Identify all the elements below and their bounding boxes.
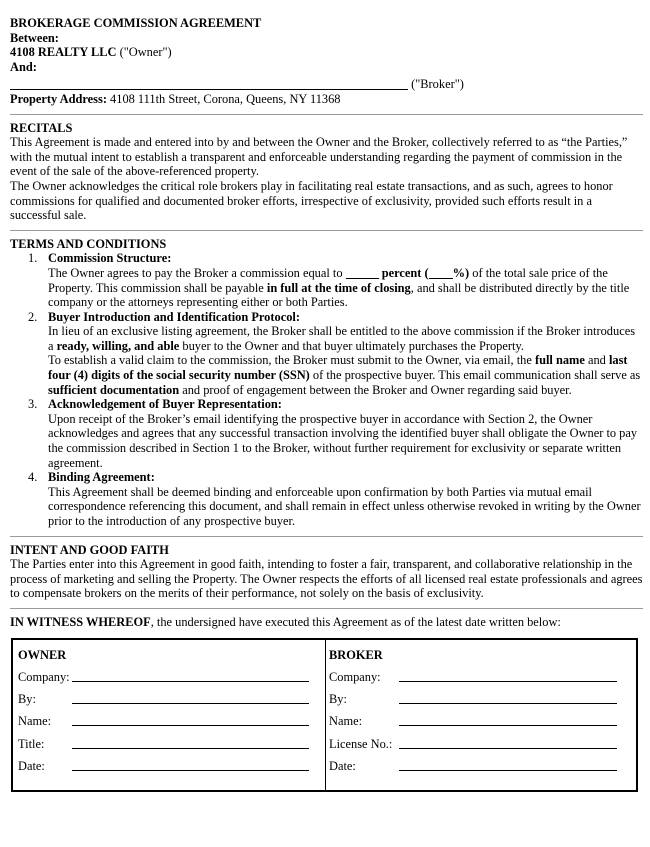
term-number: 2. — [28, 309, 38, 324]
divider — [10, 114, 643, 115]
owner-date-row — [18, 759, 318, 781]
term-number: 3. — [28, 397, 38, 412]
property-value: 4108 111th Street, Corona, Queens, NY 11368 — [106, 91, 341, 106]
owner-by-row — [18, 692, 318, 714]
broker-date-line[interactable] — [399, 770, 617, 771]
field-label: By: — [18, 692, 36, 707]
broker-signature-block — [329, 648, 634, 781]
term-buyer-introduction — [10, 310, 643, 398]
term-heading: Buyer Introduction and Identification Protocol: — [48, 309, 300, 324]
property-address — [10, 92, 643, 107]
owner-signature-title: OWNER — [18, 648, 67, 662]
signature-box — [11, 638, 638, 792]
broker-by-line[interactable] — [399, 703, 617, 704]
divider — [10, 608, 643, 609]
intent-text: The Parties enter into this Agreement in good faith, intending to foster a fair, transparent, and collaborative relationship in the process of marketing and selling the Property. The Owner respects the efforts of all licensed real estate professionals and agrees to compensate brokers on the merits of their performance, not solely on the basis of exclusivity. — [10, 557, 643, 601]
term-binding-agreement — [10, 470, 643, 528]
field-label: Company: — [329, 670, 381, 684]
term-text: Upon receipt of the Broker’s email identifying the prospective buyer in accordance with Section 2, the Owner acknowledges and agrees that any successful transaction involving the identified buyer shall obligate the Owner to pay the commission described in Section 1 to the Broker, without further requirement for exclusivity or separate written agreement. — [48, 411, 638, 470]
terms-section — [10, 237, 643, 529]
owner-signature-block — [18, 648, 318, 781]
term-buyer-representation — [10, 397, 643, 470]
witness-statement: IN WITNESS WHEREOF, the undersigned have executed this Agreement as of the latest date written below: — [10, 614, 561, 629]
broker-company-line[interactable] — [399, 681, 617, 682]
field-label: Name: — [18, 714, 52, 729]
terms-list — [10, 251, 643, 528]
term-number: 4. — [28, 470, 38, 485]
owner-role: ("Owner") — [116, 45, 172, 60]
recitals-paragraph-1: This Agreement is made and entered into by and between the Owner and the Broker, collectively referred to as “the Parties,” with the mutual intent to establish a transparent and enforceable understanding regarding the payment of commission in the event of the sale of the above-referenced property. — [10, 135, 628, 179]
intent-section — [10, 543, 643, 601]
property-label: Property Address: — [10, 91, 107, 106]
owner-date-line[interactable] — [72, 770, 309, 771]
term-heading: Commission Structure: — [48, 251, 172, 266]
terms-title: TERMS AND CONDITIONS — [10, 236, 167, 251]
field-label: Company: — [18, 670, 70, 684]
term-number: 1. — [28, 251, 38, 266]
divider — [10, 230, 643, 231]
broker-name-blank[interactable] — [10, 77, 408, 90]
owner-party — [10, 45, 643, 60]
term-commission-structure — [10, 251, 643, 309]
broker-company-row — [329, 670, 634, 692]
agreement-page — [10, 16, 643, 630]
field-label: By: — [329, 692, 347, 707]
broker-role: ("Broker") — [408, 77, 464, 92]
agreement-header — [10, 16, 643, 107]
broker-date-row — [329, 759, 634, 781]
broker-signature-title: BROKER — [329, 648, 383, 662]
commission-percent-number-blank[interactable] — [429, 267, 453, 279]
commission-percent-blank[interactable] — [346, 267, 379, 279]
term-text: To establish a valid claim to the commission, the Broker must submit to the Owner, via email, the full name and last four (4) digits of the social security number (SSN) of the prospective buyer. This email communication shall serve as sufficient documentation and proof of engagement between the Broker and Owner regarding said buyer. — [48, 353, 641, 397]
broker-by-row — [329, 692, 634, 714]
term-text: In lieu of an exclusive listing agreement, the Broker shall be entitled to the above commission if the Broker introduces a ready, willing, and able buyer to the Owner and that buyer ultimately purchases the Property. — [48, 324, 636, 353]
owner-name-line[interactable] — [72, 725, 309, 726]
recitals-title: RECITALS — [10, 120, 73, 135]
owner-title-line[interactable] — [72, 748, 309, 749]
broker-name-line[interactable] — [399, 725, 617, 726]
field-label: Date: — [329, 758, 356, 773]
owner-name-row — [18, 714, 318, 736]
broker-party — [10, 77, 643, 92]
term-text: This Agreement shall be deemed binding and enforceable upon confirmation by both Parties via mutual email correspondence referencing this document, and shall remain in effect unless otherwise revoked in writing by the Owner prior to the introduction of any prospective buyer. — [48, 484, 641, 528]
signature-divider — [325, 640, 326, 790]
term-text: The Owner agrees to pay the Broker a commission equal to percent ( %) of the total sale price of the Property. This commission shall be payable in full at the time of closing, and shall be distributed directly by the title company or the attorneys representing either or both Parties. — [48, 265, 630, 310]
document-title: BROKERAGE COMMISSION AGREEMENT — [10, 16, 262, 30]
owner-company-row — [18, 670, 318, 692]
between-label: Between: — [10, 30, 59, 45]
field-label: Title: — [18, 736, 45, 751]
owner-company-line[interactable] — [72, 681, 309, 682]
owner-title-row — [18, 737, 318, 759]
and-label: And: — [10, 59, 37, 74]
owner-name: 4108 REALTY LLC — [10, 45, 117, 60]
recitals-paragraph-2: The Owner acknowledges the critical role brokers play in facilitating real estate transactions, and as such, agrees to honor commissions for qualified and documented broker efforts, irrespective of exclusivity, provided such efforts result in a successful sale. — [10, 178, 613, 223]
field-label: Name: — [329, 714, 363, 729]
recitals-section — [10, 121, 643, 223]
term-heading: Binding Agreement: — [48, 470, 155, 485]
divider — [10, 536, 643, 537]
field-label: License No.: — [329, 736, 393, 751]
broker-name-row — [329, 714, 634, 736]
term-heading: Acknowledgement of Buyer Representation: — [48, 397, 282, 412]
broker-license-row — [329, 737, 634, 759]
broker-license-line[interactable] — [399, 748, 617, 749]
owner-by-line[interactable] — [72, 703, 309, 704]
intent-title: INTENT AND GOOD FAITH — [10, 542, 169, 557]
field-label: Date: — [18, 758, 45, 773]
